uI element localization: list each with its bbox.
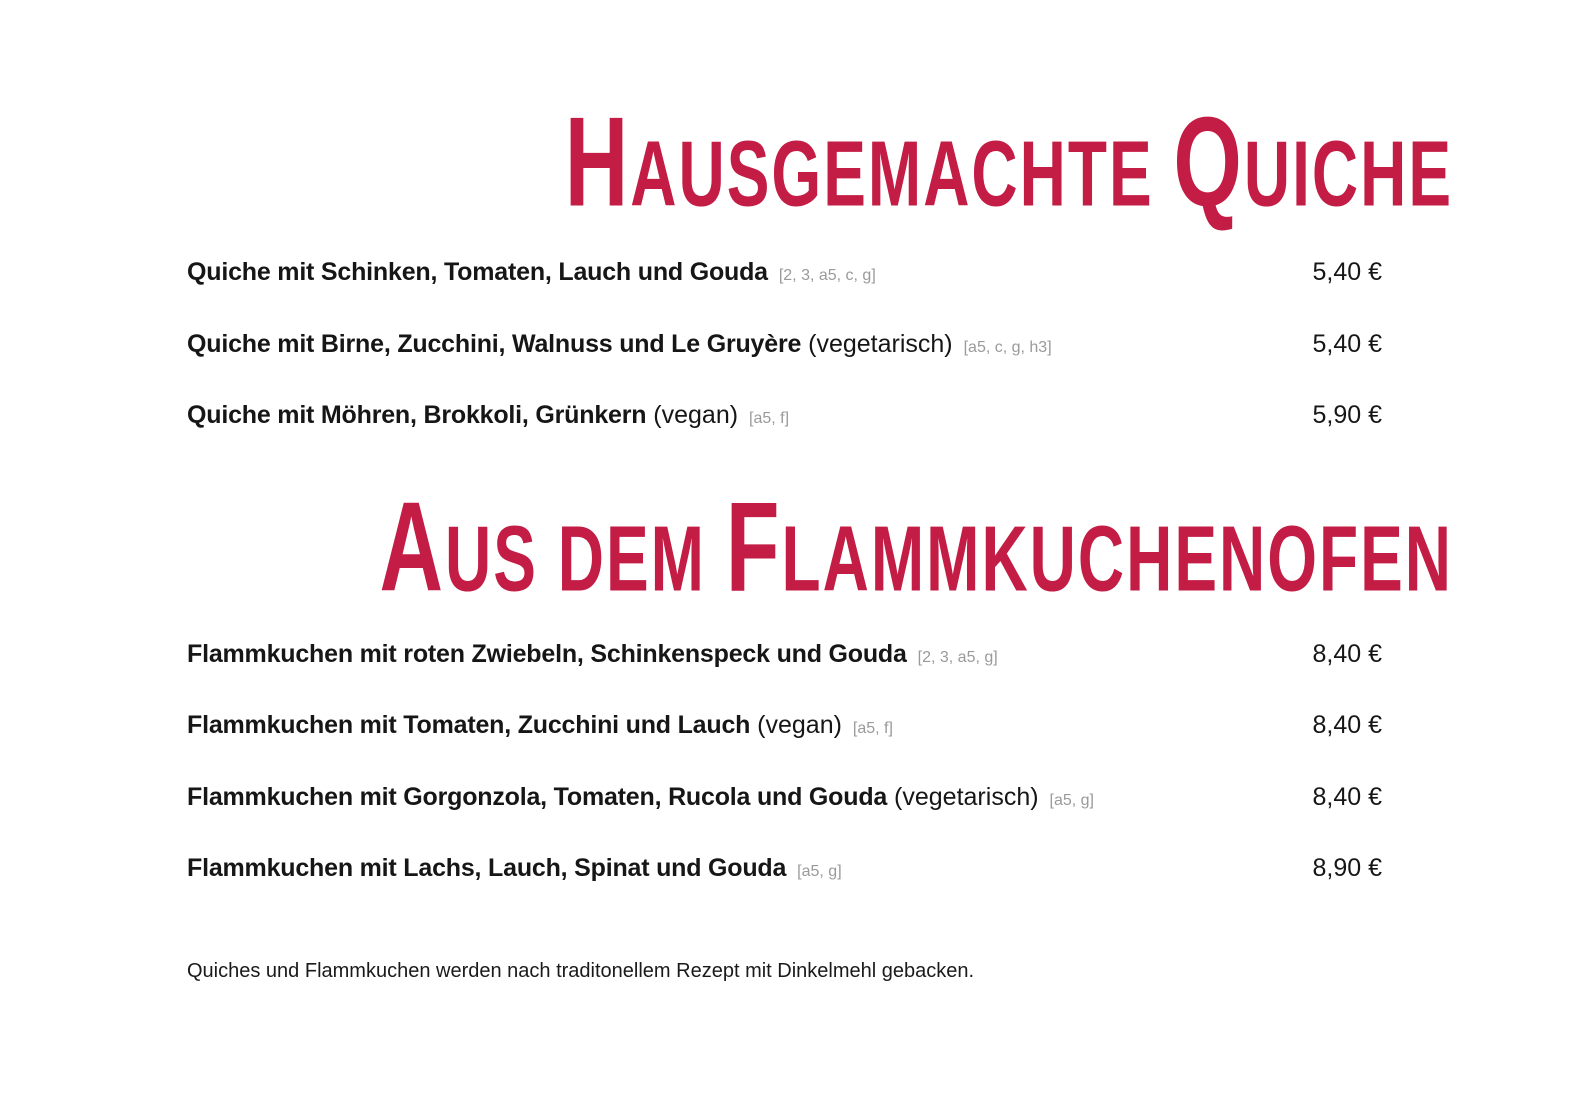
- menu-item-name: Quiche mit Schinken, Tomaten, Lauch und Gouda: [187, 258, 768, 286]
- menu-item-diet: (vegan): [653, 401, 739, 429]
- menu-item: [187, 783, 1382, 817]
- menu-item-name: Quiche mit Möhren, Brokkoli, Grünkern: [187, 401, 647, 429]
- menu-item: [187, 258, 1382, 292]
- menu-item-allergens: [a5, f]: [852, 720, 893, 737]
- footnote: Quiches und Flammkuchen werden nach traditonellem Rezept mit Dinkelmehl gebacken.: [187, 960, 975, 982]
- menu-item-name: Flammkuchen mit roten Zwiebeln, Schinkenspeck und Gouda: [187, 640, 907, 668]
- menu-item-diet: (vegan): [757, 711, 842, 739]
- section-heading-flammkuchen: AUS DEM FLAMMKUCHENOFEN: [379, 474, 1453, 619]
- menu-item-price: 8,40 €: [1312, 711, 1382, 739]
- menu-item-price: 8,90 €: [1312, 854, 1382, 882]
- menu-item-diet: (vegetarisch): [808, 330, 953, 358]
- menu-item-allergens: [a5, g]: [797, 863, 842, 880]
- menu-item-allergens: [a5, f]: [749, 410, 790, 427]
- menu-item: [187, 401, 1382, 435]
- menu-item-diet: (vegetarisch): [894, 783, 1039, 811]
- menu-item-name: Flammkuchen mit Gorgonzola, Tomaten, Rucola und Gouda: [187, 783, 888, 811]
- menu-item-price: 8,40 €: [1312, 640, 1382, 668]
- menu-item-price: 5,90 €: [1312, 401, 1382, 429]
- menu-item-price: 8,40 €: [1312, 783, 1382, 811]
- menu-item-name: Flammkuchen mit Lachs, Lauch, Spinat und Gouda: [187, 854, 787, 882]
- menu-item-allergens: [a5, c, g, h3]: [963, 339, 1052, 356]
- menu-item-price: 5,40 €: [1312, 258, 1382, 286]
- menu-item-allergens: [a5, g]: [1049, 792, 1094, 809]
- menu-item-allergens: [2, 3, a5, c, g]: [778, 267, 876, 284]
- menu-item: [187, 854, 1382, 888]
- menu-item-price: 5,40 €: [1312, 330, 1382, 358]
- menu-item-allergens: [2, 3, a5, g]: [917, 649, 998, 666]
- menu-item: [187, 640, 1382, 674]
- menu-item: [187, 711, 1382, 745]
- section-heading-quiche: HAUSGEMACHTE QUICHE: [564, 89, 1453, 234]
- menu-item-name: Quiche mit Birne, Zucchini, Walnuss und Le Gruyère: [187, 330, 802, 358]
- menu-item-name: Flammkuchen mit Tomaten, Zucchini und Lauch: [187, 711, 751, 739]
- menu-item: [187, 330, 1382, 364]
